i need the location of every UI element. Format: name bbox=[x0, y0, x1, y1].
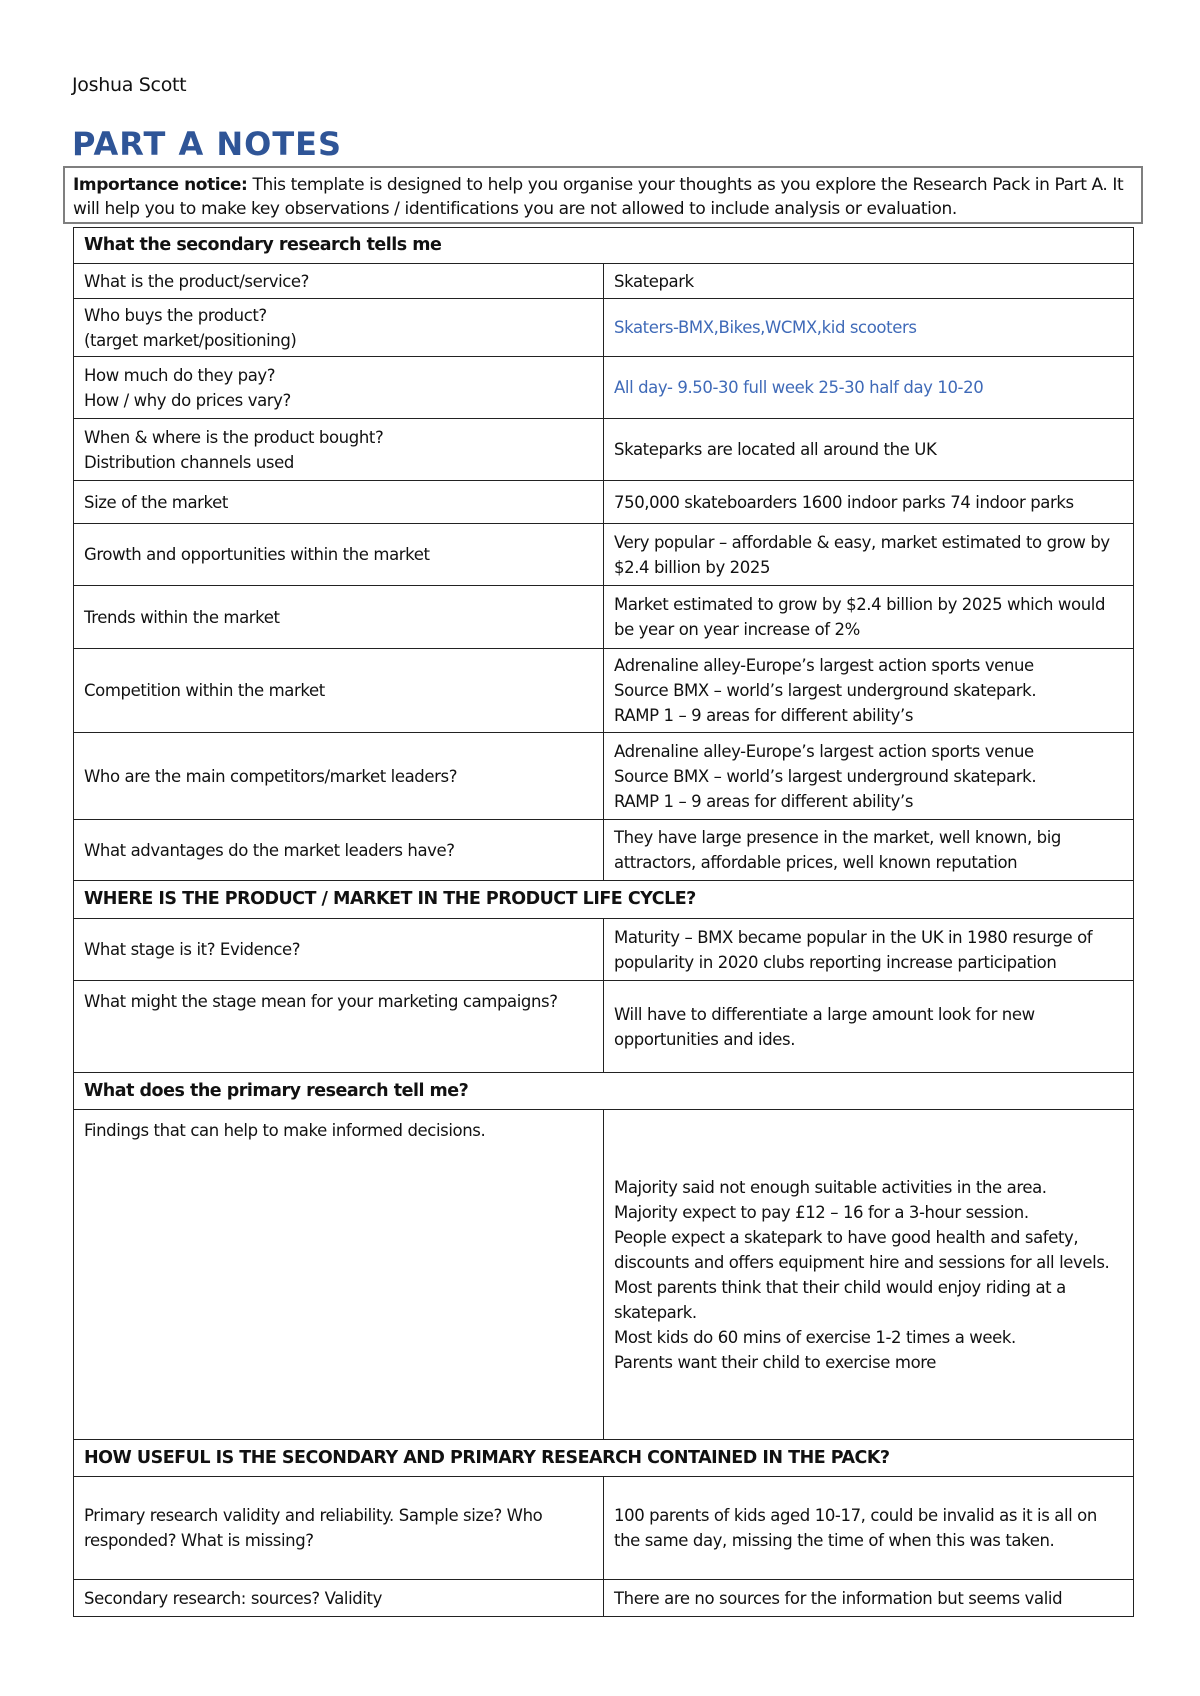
question-cell: Who buys the product? (target market/positioning) bbox=[74, 299, 604, 357]
table-row bbox=[74, 357, 1134, 419]
importance-notice bbox=[63, 166, 1143, 224]
question-cell: Trends within the market bbox=[74, 586, 604, 649]
question-cell: What advantages do the market leaders have? bbox=[74, 820, 604, 881]
table-row bbox=[74, 299, 1134, 357]
table-row bbox=[74, 1580, 1134, 1617]
question-cell: Findings that can help to make informed decisions. bbox=[74, 1110, 604, 1440]
question-cell: How much do they pay? How / why do prices vary? bbox=[74, 357, 604, 419]
answer-cell: Market estimated to grow by $2.4 billion by 2025 which would be year on year increase of 2% bbox=[604, 586, 1134, 649]
section-header-row bbox=[74, 1440, 1134, 1477]
question-cell: What might the stage mean for your marketing campaigns? bbox=[74, 981, 604, 1073]
page-title: PART A NOTES bbox=[72, 125, 343, 163]
table-row bbox=[74, 649, 1134, 733]
answer-cell: 750,000 skateboarders 1600 indoor parks 74 indoor parks bbox=[604, 481, 1134, 524]
answer-cell: All day- 9.50-30 full week 25-30 half day 10-20 bbox=[604, 357, 1134, 419]
answer-cell: Skaters-BMX,Bikes,WCMX,kid scooters bbox=[604, 299, 1134, 357]
question-cell: What stage is it? Evidence? bbox=[74, 919, 604, 981]
question-cell: When & where is the product bought? Distribution channels used bbox=[74, 419, 604, 481]
notice-label: Importance notice: bbox=[73, 175, 248, 195]
table-row bbox=[74, 733, 1134, 820]
section-header-row bbox=[74, 881, 1134, 919]
section-header-row bbox=[74, 1073, 1134, 1110]
answer-cell: Maturity – BMX became popular in the UK in 1980 resurge of popularity in 2020 clubs reporting increase participation bbox=[604, 919, 1134, 981]
section-header-row bbox=[74, 228, 1134, 264]
answer-cell: Will have to differentiate a large amount look for new opportunities and ides. bbox=[604, 981, 1134, 1073]
table-row bbox=[74, 919, 1134, 981]
question-cell: Size of the market bbox=[74, 481, 604, 524]
answer-cell: Skateparks are located all around the UK bbox=[604, 419, 1134, 481]
answer-cell: Skatepark bbox=[604, 264, 1134, 299]
answer-cell: Adrenaline alley-Europe’s largest action sports venue Source BMX – world’s largest underground skatepark. RAMP 1 – 9 areas for different ability’s bbox=[604, 733, 1134, 820]
table-row bbox=[74, 820, 1134, 881]
section-lifecycle-header: WHERE IS THE PRODUCT / MARKET IN THE PRODUCT LIFE CYCLE? bbox=[74, 881, 1134, 919]
section-secondary-header: What the secondary research tells me bbox=[74, 228, 1134, 264]
author-name: Joshua Scott bbox=[72, 74, 187, 96]
table-row bbox=[74, 264, 1134, 299]
answer-cell: Adrenaline alley-Europe’s largest action sports venue Source BMX – world’s largest underground skatepark. RAMP 1 – 9 areas for different ability’s bbox=[604, 649, 1134, 733]
notice-text: This template is designed to help you organise your thoughts as you explore the Research Pack in Part A. It will help you to make key observations / identifications you are not allowed to include analysis or evaluation. bbox=[73, 175, 1124, 219]
table-row bbox=[74, 481, 1134, 524]
question-cell: Growth and opportunities within the market bbox=[74, 524, 604, 586]
answer-cell: 100 parents of kids aged 10-17, could be invalid as it is all on the same day, missing the time of when this was taken. bbox=[604, 1477, 1134, 1580]
question-cell: Competition within the market bbox=[74, 649, 604, 733]
question-cell: Primary research validity and reliability. Sample size? Who responded? What is missing? bbox=[74, 1477, 604, 1580]
notes-table bbox=[73, 227, 1134, 1617]
table-row bbox=[74, 981, 1134, 1073]
table-row bbox=[74, 586, 1134, 649]
section-usefulness-header: HOW USEFUL IS THE SECONDARY AND PRIMARY RESEARCH CONTAINED IN THE PACK? bbox=[74, 1440, 1134, 1477]
question-cell: Secondary research: sources? Validity bbox=[74, 1580, 604, 1617]
table-row bbox=[74, 1110, 1134, 1440]
answer-cell: Majority said not enough suitable activities in the area. Majority expect to pay £12 – 16 for a 3-hour session. People expect a skatepark to have good health and safety, discounts and offers equipment hire and sessions for all levels. Most parents think that their child would enjoy riding at a skatepark. Most kids do 60 mins of exercise 1-2 times a week. Parents want their child to exercise more bbox=[604, 1110, 1134, 1440]
table-row bbox=[74, 524, 1134, 586]
table-row bbox=[74, 1477, 1134, 1580]
answer-cell: Very popular – affordable & easy, market estimated to grow by $2.4 billion by 2025 bbox=[604, 524, 1134, 586]
question-cell: What is the product/service? bbox=[74, 264, 604, 299]
question-cell: Who are the main competitors/market leaders? bbox=[74, 733, 604, 820]
answer-cell: They have large presence in the market, well known, big attractors, affordable prices, well known reputation bbox=[604, 820, 1134, 881]
answer-cell: There are no sources for the information but seems valid bbox=[604, 1580, 1134, 1617]
section-primary-header: What does the primary research tell me? bbox=[74, 1073, 1134, 1110]
table-row bbox=[74, 419, 1134, 481]
